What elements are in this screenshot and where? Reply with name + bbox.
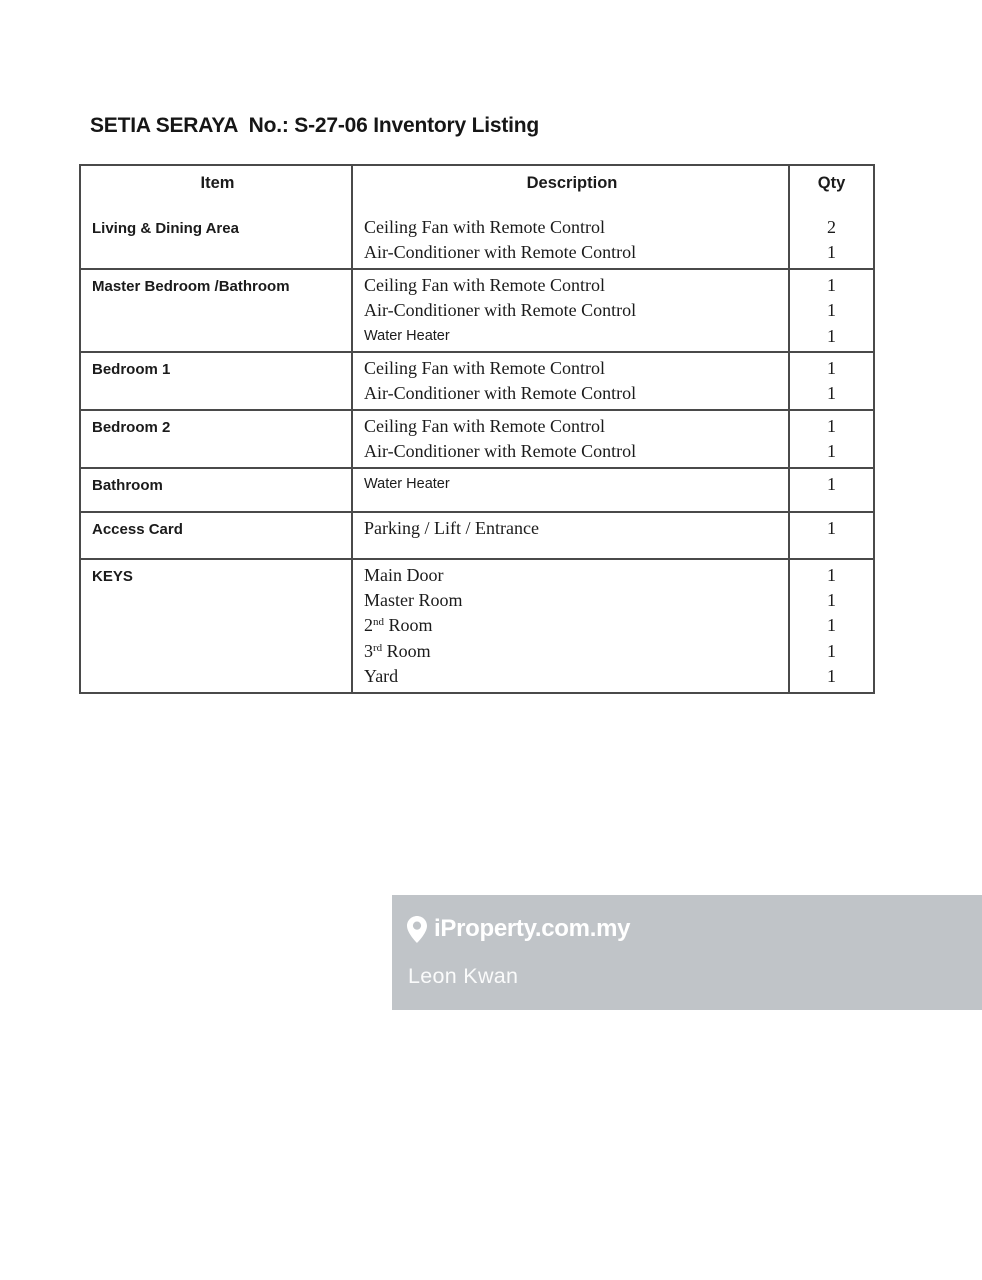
description-line: Air-Conditioner with Remote Control xyxy=(364,300,637,321)
description-cell xyxy=(353,411,790,467)
qty-value: 1 xyxy=(827,325,836,346)
agent-name: Leon Kwan xyxy=(408,964,519,988)
item-label: Access Card xyxy=(92,520,183,538)
description-line: Ceiling Fan with Remote Control xyxy=(364,415,605,436)
qty-value: 1 xyxy=(827,473,836,494)
description-cell xyxy=(353,513,790,558)
watermark-bar xyxy=(392,895,982,1010)
qty-value: 1 xyxy=(827,666,836,687)
qty-value: 1 xyxy=(827,358,836,379)
item-cell xyxy=(81,513,353,558)
description-line: Water Heater xyxy=(364,475,450,492)
qty-value: 1 xyxy=(827,415,836,436)
header-description: Description xyxy=(353,166,790,212)
table-row xyxy=(81,467,873,511)
item-cell xyxy=(81,212,353,268)
description-cell xyxy=(353,212,790,268)
header-item: Item xyxy=(81,166,353,212)
header-qty: Qty xyxy=(817,174,846,192)
item-cell xyxy=(81,270,353,351)
qty-value: 1 xyxy=(827,383,836,404)
qty-cell xyxy=(790,411,873,467)
qty-cell xyxy=(790,270,873,351)
item-cell xyxy=(81,353,353,409)
description-line: Air-Conditioner with Remote Control xyxy=(364,441,637,462)
item-cell xyxy=(81,469,353,511)
description-line: Main Door xyxy=(364,564,444,585)
map-pin-icon xyxy=(407,916,427,943)
description-cell xyxy=(353,270,790,351)
description-line: Master Room xyxy=(364,590,463,611)
item-cell xyxy=(81,560,353,692)
description-cell xyxy=(353,353,790,409)
qty-value: 1 xyxy=(827,242,836,263)
qty-cell xyxy=(790,353,873,409)
item-label: Master Bedroom /Bathroom xyxy=(92,277,290,295)
qty-cell xyxy=(790,469,873,511)
table-row xyxy=(81,511,873,558)
table-row xyxy=(81,351,873,409)
qty-value: 2 xyxy=(827,217,836,237)
inventory-table xyxy=(79,164,875,694)
qty-value: 1 xyxy=(827,441,836,462)
description-line: Ceiling Fan with Remote Control xyxy=(364,274,605,295)
description-line: Air-Conditioner with Remote Control xyxy=(364,242,637,263)
qty-value: 1 xyxy=(827,300,836,321)
description-line: Ceiling Fan with Remote Control xyxy=(364,358,605,379)
qty-cell xyxy=(790,212,873,268)
table-header-row xyxy=(81,166,873,212)
inventory-table-body xyxy=(81,212,873,692)
description-line: 2nd Room xyxy=(364,615,433,636)
description-line: Air-Conditioner with Remote Control xyxy=(364,383,637,404)
qty-value: 1 xyxy=(827,615,836,636)
description-line: Parking / Lift / Entrance xyxy=(364,517,539,538)
brand-logo xyxy=(407,915,630,943)
description-line: Water Heater xyxy=(364,327,450,344)
qty-value: 1 xyxy=(827,274,836,295)
qty-value: 1 xyxy=(827,590,836,611)
table-row xyxy=(81,212,873,268)
description-line: 3rd Room xyxy=(364,640,431,661)
qty-cell xyxy=(790,560,873,692)
description-line: Yard xyxy=(364,666,399,687)
item-label: Living & Dining Area xyxy=(92,220,239,237)
item-label: KEYS xyxy=(92,567,133,585)
table-row xyxy=(81,558,873,692)
description-line: Ceiling Fan with Remote Control xyxy=(364,217,605,237)
qty-value: 1 xyxy=(827,564,836,585)
brand-name: iProperty.com.my xyxy=(434,915,631,942)
item-cell xyxy=(81,411,353,467)
qty-cell xyxy=(790,513,873,558)
item-label: Bedroom 2 xyxy=(92,418,171,436)
item-label: Bedroom 1 xyxy=(92,361,171,379)
qty-value: 1 xyxy=(827,517,836,538)
table-row xyxy=(81,268,873,351)
qty-value: 1 xyxy=(827,640,836,661)
description-cell xyxy=(353,560,790,692)
description-cell xyxy=(353,469,790,511)
item-label: Bathroom xyxy=(92,476,163,494)
page-title: SETIA SERAYA No.: S-27-06 Inventory Listing xyxy=(90,114,540,137)
table-row xyxy=(81,409,873,467)
